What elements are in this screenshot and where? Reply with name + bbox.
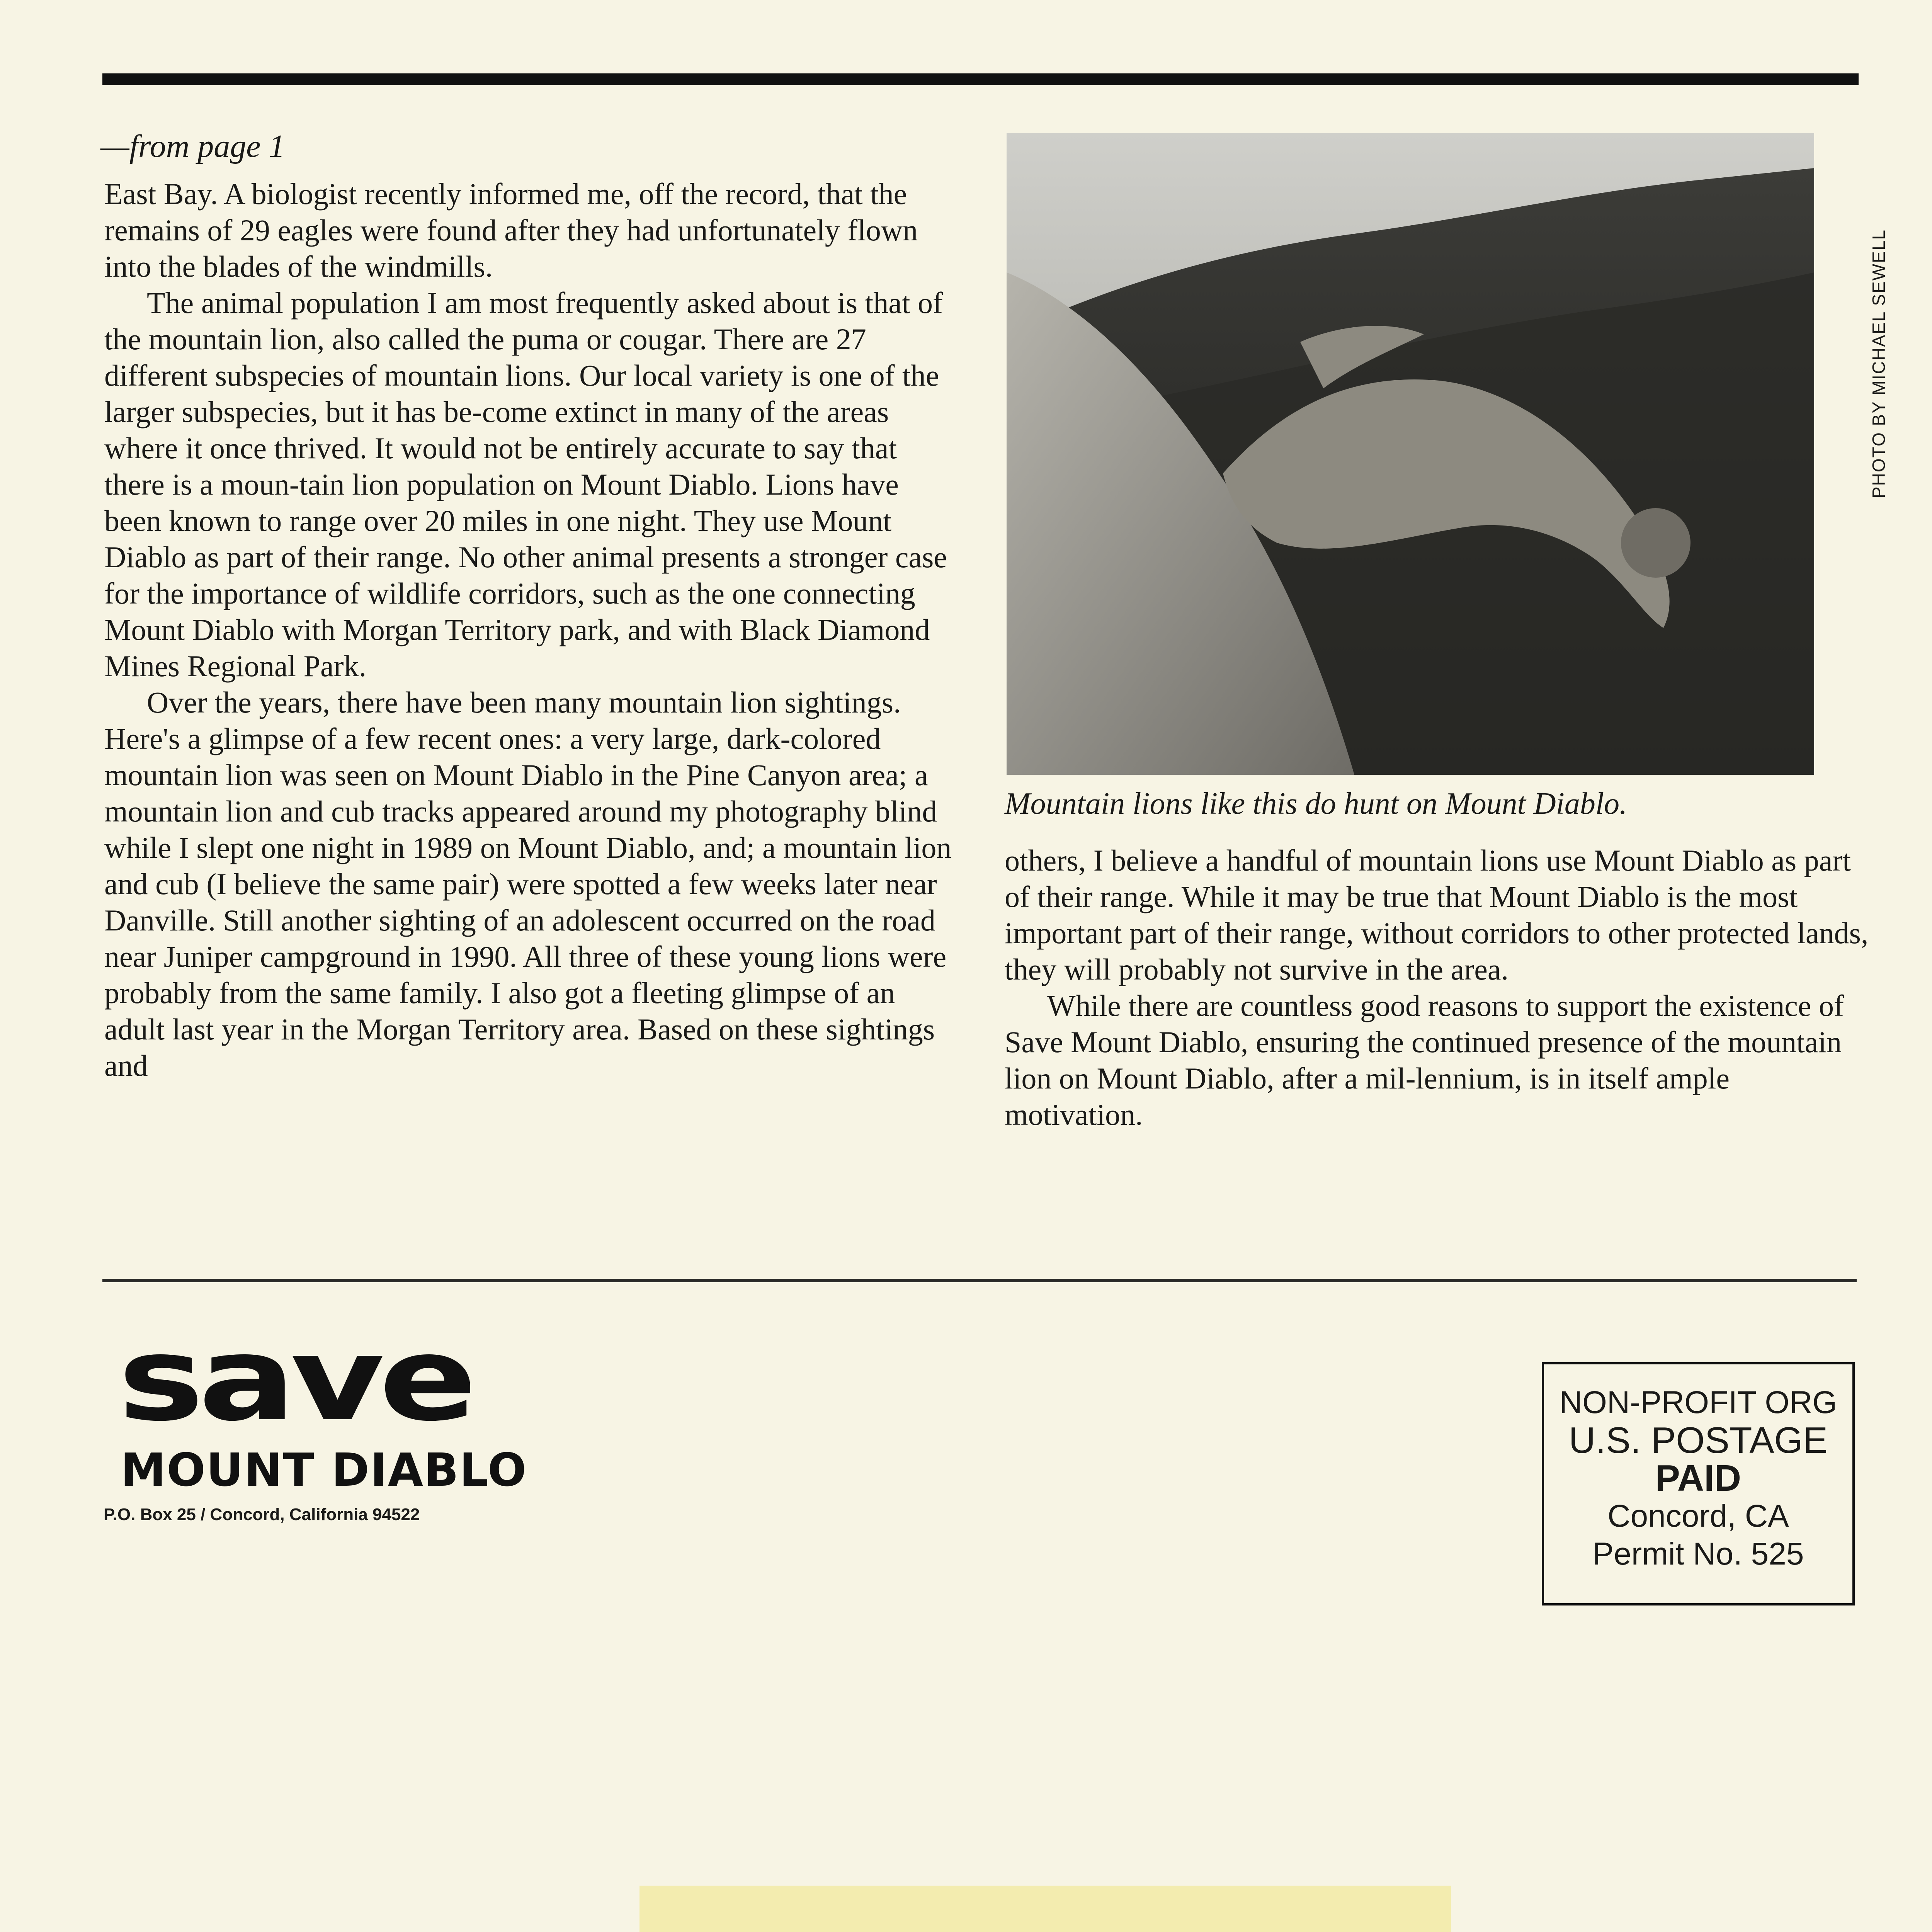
continuation-note: —from page 1 bbox=[100, 128, 285, 164]
paragraph: others, I believe a handful of mountain lions use Mount Diablo as part of their range. While it may be true that Mount Diablo is the most important part of their range, without corridors to other protected lands, they will probably not survive in the area. bbox=[1005, 844, 1869, 986]
address-label bbox=[639, 1886, 1451, 1932]
top-rule bbox=[102, 73, 1859, 85]
photo-credit: PHOTO BY MICHAEL SEWELL bbox=[1869, 229, 1889, 498]
postage-line: Concord, CA bbox=[1607, 1498, 1789, 1534]
photo-image bbox=[1007, 133, 1814, 775]
paragraph: The animal population I am most frequently asked about is that of the mountain lion, also called the puma or cougar. There are 27 different subspecies of mountain lions. Our local variety is one of the larger subspecies, but it has be-come extinct in many of the areas where it once thrived. It would not be entirely accurate to say that there is a moun-tain lion population on Mount Diablo. Lions have been known to range over 20 miles in one night. They use Mount Diablo as part of their range. No other animal presents a stronger case for the importance of wildlife corridors, such as the one connecting Mount Diablo with Morgan Territory park, and with Black Diamond Mines Regional Park. bbox=[104, 286, 947, 683]
mountain-lion-photo bbox=[1007, 133, 1814, 775]
article-right-column bbox=[1005, 842, 1870, 1133]
postage-line: U.S. POSTAGE bbox=[1568, 1420, 1828, 1461]
paragraph: While there are countless good reasons to support the existence of Save Mount Diablo, ensuring the continued presence of the mountain lion on Mount Diablo, after a mil-lennium, is in itself ample motivation. bbox=[1005, 989, 1844, 1131]
section-divider bbox=[102, 1279, 1857, 1282]
postage-line: NON-PROFIT ORG bbox=[1559, 1385, 1837, 1420]
mailing-address: P.O. Box 25 / Concord, California 94522 bbox=[104, 1505, 420, 1524]
paragraph: Over the years, there have been many mountain lion sightings. Here's a glimpse of a few recent ones: a very large, dark-colored mountain lion was seen on Mount Diablo in the Pine Canyon area; a mountain lion and cub tracks appeared around my photography blind while I slept one night in 1989 on Mount Diablo, and; a mountain lion and cub (I believe the same pair) were spotted a few weeks later near Danville. Still another sighting of an adolescent occurred on the road near Juniper campground in 1990. All three of these young lions were probably from the same family. I also got a fleeting glimpse of an adult last year in the Morgan Territory area. Based on these sightings and bbox=[104, 685, 952, 1082]
postage-indicia bbox=[1542, 1362, 1855, 1605]
postage-permit: Permit No. 525 bbox=[1592, 1536, 1804, 1571]
photo-caption: Mountain lions like this do hunt on Mount Diablo. bbox=[1005, 787, 1628, 821]
logo-subtitle: MOUNT DIABLO bbox=[121, 1443, 527, 1497]
postage-paid: PAID bbox=[1655, 1458, 1742, 1499]
article-left-column bbox=[104, 176, 954, 1084]
logo-wordmark: save bbox=[118, 1312, 472, 1447]
paragraph: East Bay. A biologist recently informed me, off the record, that the remains of 29 eagles were found after they had unfortunately flown into the blades of the windmills. bbox=[104, 177, 918, 283]
